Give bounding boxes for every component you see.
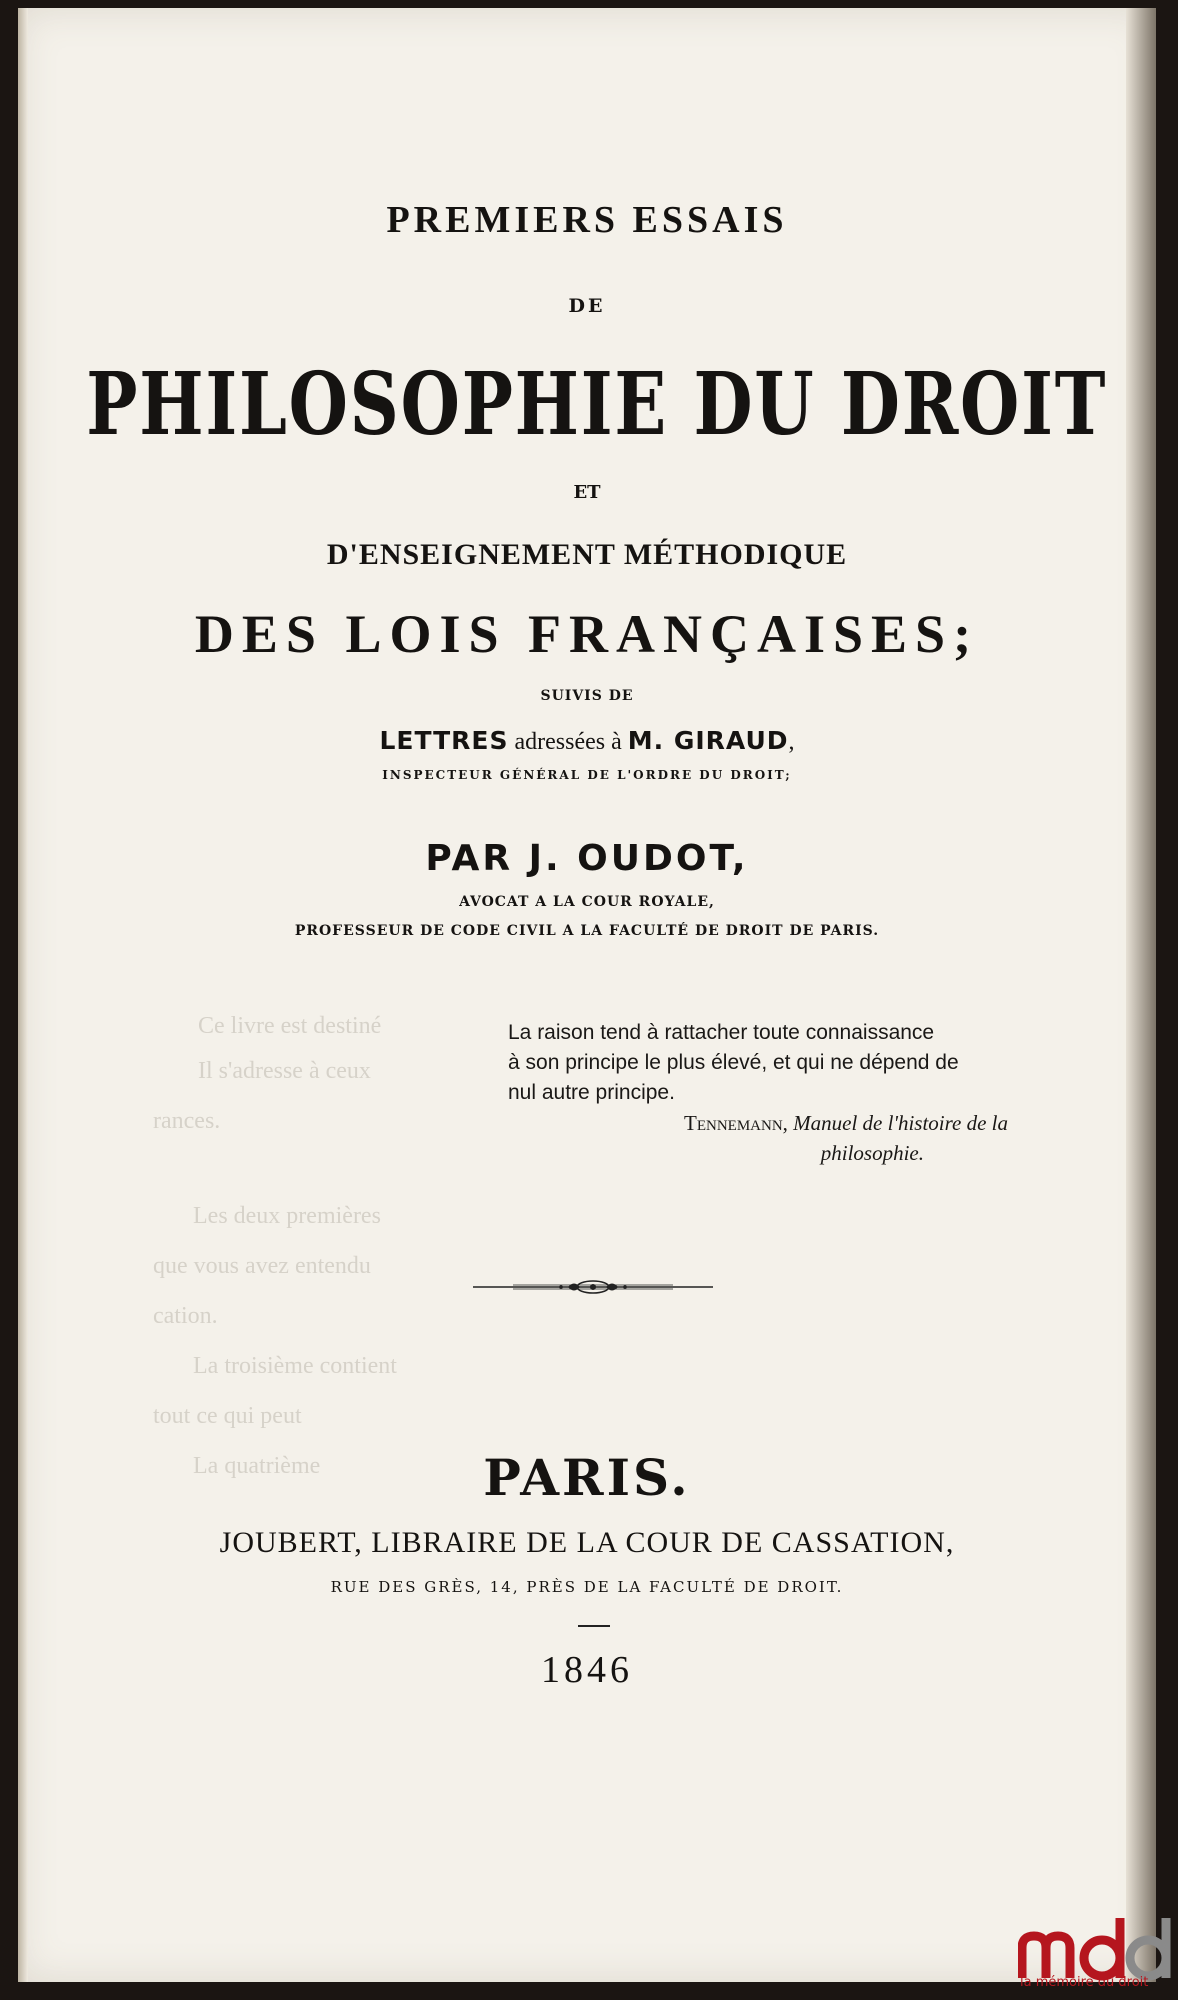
epigraph-line: La raison tend à rattacher toute connaissance bbox=[508, 1021, 935, 1044]
epigraph-line: à son principe le plus élevé, et qui ne dépend de bbox=[508, 1051, 959, 1074]
title-line-lois-francaises: DES LOIS FRANÇAISES; bbox=[194, 604, 980, 664]
author-affiliation-1: AVOCAT A LA COUR ROYALE, bbox=[459, 894, 715, 910]
show-through-text: que vous avez entendu bbox=[153, 1253, 371, 1279]
title-page bbox=[18, 8, 1156, 1982]
epigraph-work: Manuel de l'histoire de la bbox=[793, 1111, 1008, 1135]
show-through-text: Il s'adresse à ceux bbox=[198, 1058, 371, 1084]
show-through-text: Les deux premières bbox=[193, 1203, 381, 1229]
epigraph-author: Tennemann, bbox=[684, 1111, 788, 1135]
imprint-place: PARIS. bbox=[483, 1448, 691, 1507]
epigraph bbox=[508, 1018, 1028, 1168]
epigraph-attribution bbox=[508, 1108, 1028, 1138]
lettres-word: LETTRES bbox=[379, 726, 509, 755]
watermark-tagline: la mémoire du droit bbox=[1020, 1975, 1149, 1990]
show-through-text: tout ce qui peut bbox=[153, 1403, 302, 1429]
imprint-rule bbox=[578, 1625, 610, 1627]
imprint-address: RUE DES GRÈS, 14, PRÈS DE LA FACULTÉ DE DROIT. bbox=[330, 1578, 844, 1596]
title-line-lettres bbox=[18, 726, 1156, 756]
epigraph-line: nul autre principe. bbox=[508, 1081, 675, 1104]
imprint-year: 1846 bbox=[541, 1649, 633, 1691]
ornament-divider bbox=[473, 1278, 713, 1296]
epigraph-work-continued: philosophie. bbox=[820, 1141, 924, 1165]
show-through-text: La troisième contient bbox=[193, 1353, 397, 1379]
adressees-text: adressées à bbox=[508, 729, 628, 755]
title-line-et: ET bbox=[573, 482, 601, 503]
show-through-text: rances. bbox=[153, 1108, 221, 1134]
comma: , bbox=[788, 729, 795, 755]
show-through-text: La quatrième bbox=[193, 1453, 321, 1479]
title-line-de: DE bbox=[568, 295, 606, 317]
giraud-name: M. GIRAUD bbox=[627, 726, 789, 755]
show-through-text: Ce livre est destiné bbox=[198, 1013, 382, 1039]
main-title: PHILOSOPHIE DU DROIT bbox=[86, 354, 1108, 455]
imprint-publisher: JOUBERT, LIBRAIRE DE LA COUR DE CASSATION, bbox=[219, 1526, 955, 1559]
title-line-inspecteur: INSPECTEUR GÉNÉRAL DE L'ORDRE DU DROIT; bbox=[382, 768, 792, 782]
show-through-text: cation. bbox=[153, 1303, 218, 1329]
title-line-enseignement: D'ENSEIGNEMENT MÉTHODIQUE bbox=[326, 538, 848, 571]
title-line-suivis-de: SUIVIS DE bbox=[540, 688, 634, 704]
author-line: PAR J. OUDOT, bbox=[425, 838, 749, 879]
title-line-premiers-essais: PREMIERS ESSAIS bbox=[386, 199, 788, 241]
author-affiliation-2: PROFESSEUR DE CODE CIVIL A LA FACULTÉ DE DROIT DE PARIS. bbox=[294, 923, 880, 939]
